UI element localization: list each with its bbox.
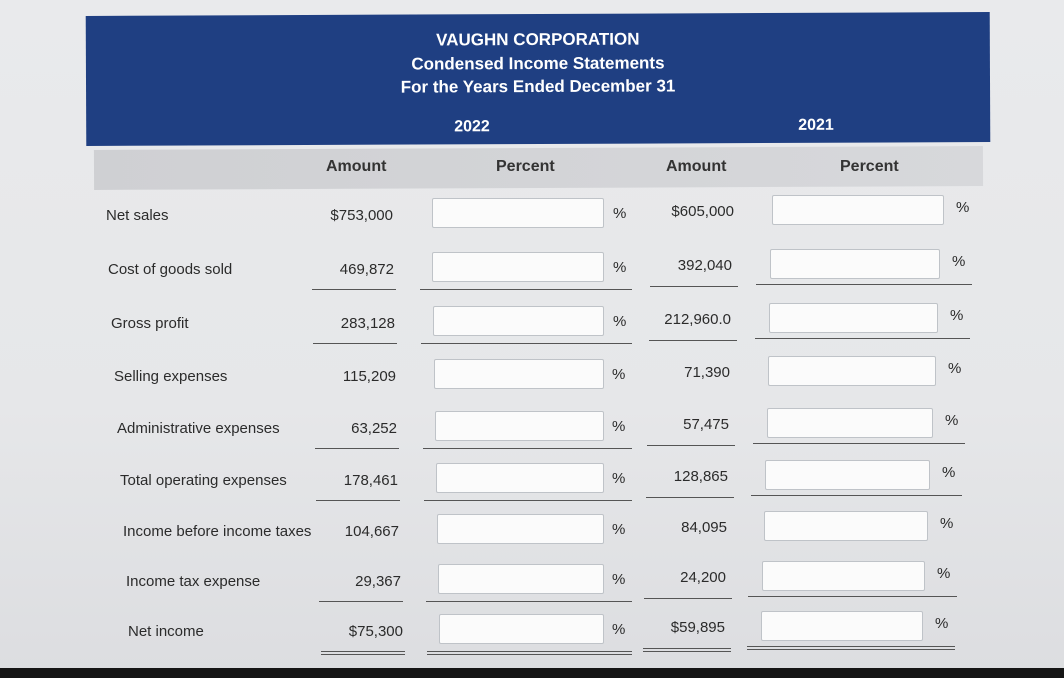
percent-2021-input-net-income[interactable]: [761, 611, 923, 641]
underline: [647, 445, 735, 446]
percent-sign: %: [956, 199, 970, 216]
underline: [316, 500, 400, 501]
amount-2022-net-sales: $753,000: [330, 207, 393, 224]
row-label-net-sales: Net sales: [106, 207, 169, 224]
percent-2021-input-administrative-expenses[interactable]: [767, 408, 933, 438]
underline: [421, 343, 632, 344]
percent-2022-input-cost-of-goods-sold[interactable]: [432, 252, 604, 282]
amount-2021-administrative-expenses: 57,475: [683, 416, 729, 433]
underline: [315, 448, 399, 449]
percent-sign: %: [612, 571, 626, 588]
underline: [424, 500, 632, 501]
underline: [755, 338, 970, 339]
percent-sign: %: [948, 360, 962, 377]
underline: [649, 340, 737, 341]
percent-sign: %: [613, 259, 627, 276]
row-label-gross-profit: Gross profit: [111, 315, 189, 332]
underline: [313, 343, 397, 344]
percent-sign: %: [950, 307, 964, 324]
amount-2021-total-operating-expenses: 128,865: [673, 468, 728, 485]
amount-2022-total-operating-expenses: 178,461: [343, 472, 398, 489]
underline: [423, 448, 632, 449]
amount-2021-gross-profit: 212,960.0: [664, 311, 731, 328]
amount-2021-net-sales: $605,000: [671, 203, 734, 220]
screen-bezel: [0, 668, 1064, 678]
company-name: VAUGHN CORPORATION: [436, 29, 640, 50]
percent-sign: %: [612, 470, 626, 487]
column-percent-2022: Percent: [496, 158, 555, 175]
percent-2021-input-net-sales[interactable]: [772, 195, 944, 225]
percent-2022-input-administrative-expenses[interactable]: [435, 411, 604, 441]
percent-2021-input-income-before-income-taxes[interactable]: [764, 511, 928, 541]
statement-period: For the Years Ended December 31: [400, 76, 676, 97]
amount-2022-cost-of-goods-sold: 469,872: [339, 261, 394, 278]
percent-sign: %: [945, 412, 959, 429]
underline: [426, 601, 632, 602]
underline: [427, 651, 632, 655]
percent-2022-input-total-operating-expenses[interactable]: [436, 463, 604, 493]
percent-2022-input-income-tax-expense[interactable]: [438, 564, 604, 594]
underline: [753, 443, 965, 444]
underline: [312, 289, 396, 290]
percent-sign: %: [612, 521, 626, 538]
percent-sign: %: [613, 205, 627, 222]
underline: [319, 601, 403, 602]
percent-2022-input-selling-expenses[interactable]: [434, 359, 604, 389]
underline: [420, 289, 632, 290]
amount-2022-gross-profit: 283,128: [340, 315, 395, 332]
year-2022: 2022: [454, 118, 490, 136]
amount-2022-income-before-income-taxes: 104,667: [344, 523, 399, 540]
percent-sign: %: [612, 366, 626, 383]
percent-2022-input-net-income[interactable]: [439, 614, 604, 644]
percent-sign: %: [935, 615, 949, 632]
underline: [751, 495, 962, 496]
row-label-total-operating-expenses: Total operating expenses: [120, 472, 287, 489]
percent-2021-input-cost-of-goods-sold[interactable]: [770, 249, 940, 279]
underline: [650, 286, 738, 287]
underline: [748, 596, 957, 597]
amount-2022-selling-expenses: 115,209: [342, 368, 396, 385]
amount-2022-administrative-expenses: 63,252: [351, 420, 397, 437]
amount-2021-income-tax-expense: 24,200: [680, 569, 726, 586]
underline: [321, 651, 405, 655]
percent-sign: %: [937, 565, 951, 582]
percent-2021-input-income-tax-expense[interactable]: [762, 561, 925, 591]
percent-2022-input-net-sales[interactable]: [432, 198, 604, 228]
row-label-income-tax-expense: Income tax expense: [126, 573, 261, 590]
column-amount-2021: Amount: [666, 158, 727, 175]
percent-2021-input-selling-expenses[interactable]: [768, 356, 936, 386]
percent-2021-input-total-operating-expenses[interactable]: [765, 460, 930, 490]
amount-2022-income-tax-expense: 29,367: [355, 573, 401, 590]
underline: [756, 284, 972, 285]
percent-sign: %: [612, 621, 626, 638]
percent-sign: %: [613, 313, 627, 330]
amount-2021-net-income: $59,895: [670, 619, 725, 636]
row-label-cost-of-goods-sold: Cost of goods sold: [108, 261, 233, 278]
percent-sign: %: [952, 253, 966, 270]
percent-sign: %: [612, 418, 626, 435]
percent-2022-input-income-before-income-taxes[interactable]: [437, 514, 604, 544]
row-label-income-before-income-taxes: Income before income taxes: [123, 523, 312, 540]
underline: [644, 598, 732, 599]
column-amount-2022: Amount: [326, 158, 387, 175]
underline: [747, 646, 955, 650]
amount-2021-cost-of-goods-sold: 392,040: [677, 257, 732, 274]
underline: [646, 497, 734, 498]
statement-title: Condensed Income Statements: [411, 53, 665, 74]
percent-sign: %: [940, 515, 954, 532]
amount-2022-net-income: $75,300: [348, 623, 403, 640]
amount-2021-income-before-income-taxes: 84,095: [681, 519, 727, 536]
year-2021: 2021: [798, 116, 834, 134]
underline: [643, 648, 731, 652]
statement-header: [86, 12, 991, 146]
column-percent-2021: Percent: [840, 158, 899, 175]
percent-2022-input-gross-profit[interactable]: [433, 306, 604, 336]
amount-2021-selling-expenses: 71,390: [684, 364, 730, 381]
row-label-administrative-expenses: Administrative expenses: [117, 420, 280, 437]
row-label-selling-expenses: Selling expenses: [114, 368, 228, 385]
percent-2021-input-gross-profit[interactable]: [769, 303, 938, 333]
percent-sign: %: [942, 464, 956, 481]
row-label-net-income: Net income: [128, 623, 204, 640]
